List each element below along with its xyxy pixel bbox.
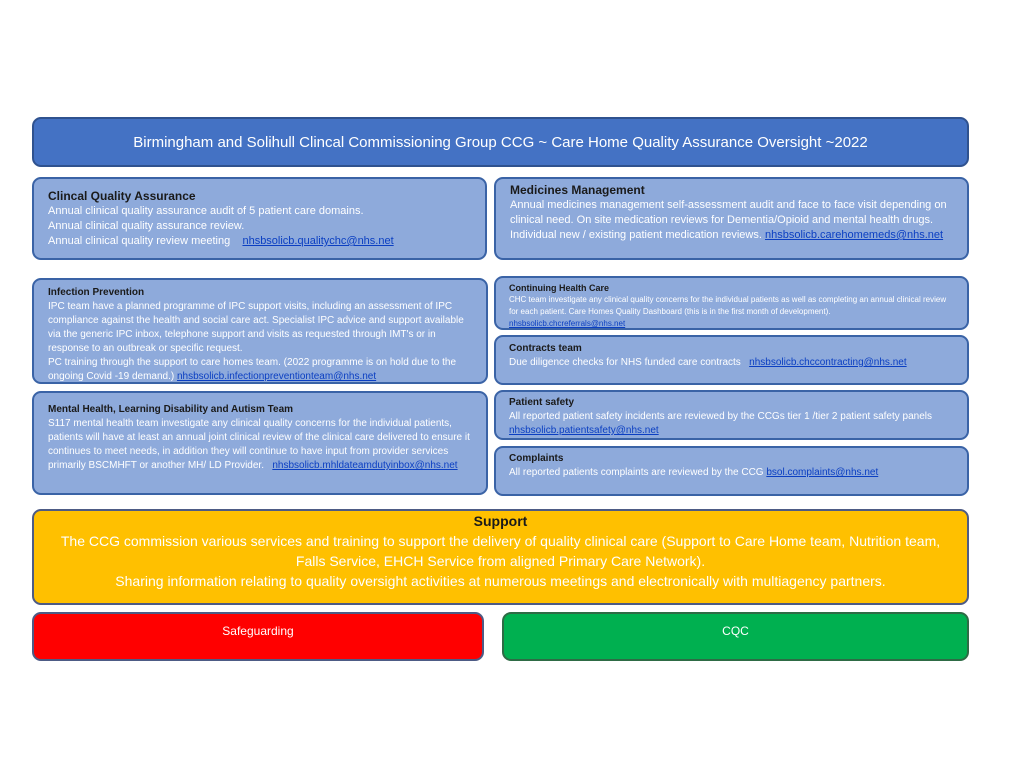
mental-health-box: [32, 391, 488, 495]
mental-health-email-link[interactable]: nhsbsolicb.mhldateamdutyinbox@nhs.net: [272, 460, 458, 471]
clinical-quality-box: [32, 177, 487, 260]
support-line-1: The CCG commission various services and training to support the delivery of quality clinical care (Support to Care Home team, Nutrition team, Falls Service, EHCH Service from aligned Primary Care Network).: [60, 533, 941, 569]
contracts-email-link[interactable]: nhsbsolicb.chccontracting@nhs.net: [749, 357, 907, 368]
medicines-management-box: [494, 177, 969, 260]
page-title: Birmingham and Solihull Clincal Commissioning Group CCG ~ Care Home Quality Assurance Oversight ~2022: [133, 133, 868, 151]
patient-safety-email-link[interactable]: nhsbsolicb.patientsafety@nhs.net: [509, 425, 659, 436]
complaints-box: [494, 446, 969, 496]
support-title: Support: [473, 513, 528, 529]
clinical-quality-line-2: Annual clinical quality assurance review.: [48, 220, 245, 232]
patient-safety-title: Patient safety: [509, 397, 575, 408]
mental-health-title: Mental Health, Learning Disability and Autism Team: [48, 404, 294, 415]
chc-text: CHC team investigate any clinical quality concerns for the individual patients as well as completing an annual clinical review for each patient. Care Homes Quality Dashboard (this is in the first month of development).: [509, 295, 947, 316]
safeguarding-label: Safeguarding: [222, 624, 294, 638]
infection-title: Infection Prevention: [48, 287, 145, 298]
contracts-text: Due diligence checks for NHS funded care contracts: [509, 357, 741, 368]
infection-text: IPC team have a planned programme of IPC support visits, including an assessment of IPC compliance against the health and social care act. Specialist IPC advice and support available via the generic IPC inbox, telephone support and visits as requested through IMT's or in response to an outbreak or specific request.: [48, 301, 464, 354]
contracts-title: Contracts team: [509, 343, 582, 354]
infection-prevention-box: [32, 278, 488, 384]
clinical-quality-title: Clincal Quality Assurance: [48, 189, 196, 203]
medicines-text: Annual medicines management self-assessment audit and face to face visit depending on clinical need. On site medication reviews for Dementia/Opioid and mental health drugs. Individual new / existing patient medication reviews.: [510, 199, 947, 241]
complaints-text: All reported patients complaints are reviewed by the CCG: [509, 467, 764, 478]
infection-email-link[interactable]: nhsbsolicb.infectionpreventionteam@nhs.net: [176, 371, 377, 382]
complaints-title: Complaints: [509, 453, 564, 464]
patient-safety-text: All reported patient safety incidents are reviewed by the CCGs tier 1 /tier 2 patient safety panels: [509, 411, 932, 422]
support-line-2: Sharing information relating to quality oversight activities at numerous meetings and electronically with multiagency partners.: [115, 573, 886, 589]
support-box: [32, 509, 969, 605]
infection-text-2: PC training through the support to care homes team. (2022 programme is on hold due to the ongoing Covid -19 demand.): [48, 357, 457, 382]
clinical-quality-email-link[interactable]: nhsbsolicb.qualitychc@nhs.net: [242, 235, 394, 247]
clinical-quality-line-1: Annual clinical quality assurance audit of 5 patient care domains.: [48, 205, 364, 217]
medicines-title: Medicines Management: [510, 183, 645, 197]
contracts-team-box: [494, 335, 969, 385]
medicines-email-link[interactable]: nhsbsolicb.carehomemeds@nhs.net: [764, 229, 944, 241]
mental-health-text: S117 mental health team investigate any clinical quality concerns for the individual patients, patients will have at least an annual joint clinical review of the clinical care delivered to ensure it continues to meet needs, in addition they will continue to have input from provider services primarily BSCMHFT or another MH/ LD Provider.: [48, 418, 470, 471]
cqc-label: CQC: [722, 624, 749, 638]
header-banner: [32, 117, 969, 167]
continuing-health-care-box: [494, 276, 969, 330]
cqc-box: [502, 612, 969, 661]
chc-email-link[interactable]: nhsbsolicb.chcreferrals@nhs.net: [509, 319, 626, 328]
clinical-quality-line-3: Annual clinical quality review meeting: [48, 235, 231, 247]
patient-safety-box: [494, 390, 969, 440]
safeguarding-box: [32, 612, 484, 661]
complaints-email-link[interactable]: bsol.complaints@nhs.net: [766, 467, 879, 478]
chc-title: Continuing Health Care: [509, 283, 610, 293]
